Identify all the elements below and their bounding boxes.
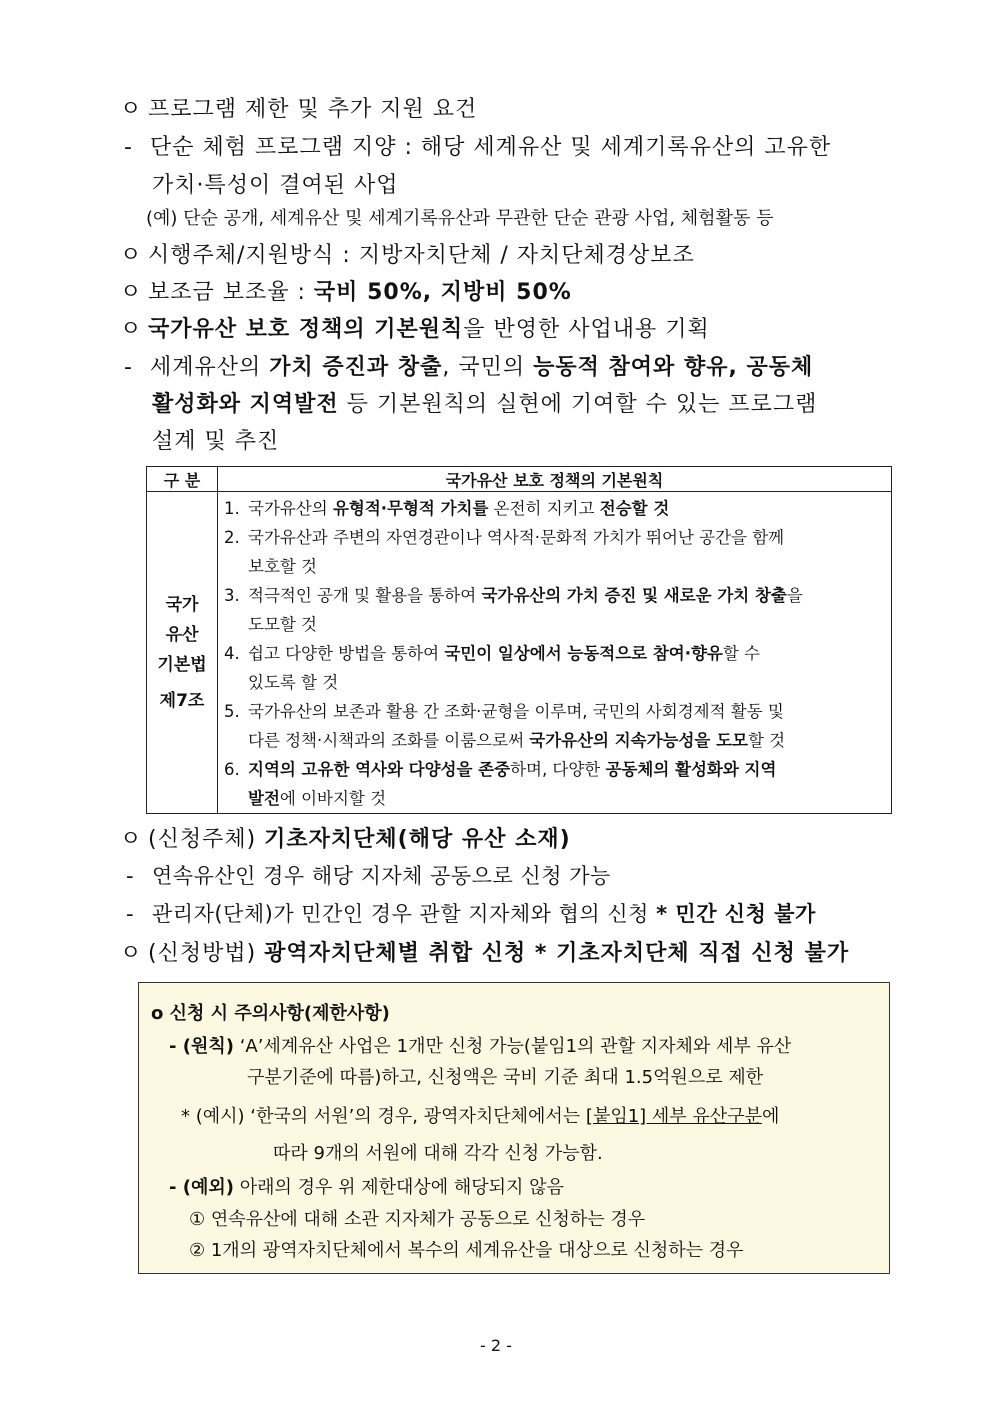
- notice-exception-1: ① 연속유산에 대해 소관 지자체가 공동으로 신청하는 경우: [189, 1209, 646, 1230]
- bullet-subsidy: ㅇ 보조금 보조율 : 국비 50%, 지방비 50%: [120, 280, 572, 305]
- bullet-policy: ㅇ 국가유산 보호 정책의 기본원칙을 반영한 사업내용 기획: [120, 317, 710, 342]
- page-number: - 2 -: [480, 1336, 512, 1355]
- item-manager: - 관리자(단체)가 민간인 경우 관할 지자체와 협의 신청 * 민간 신청 불가: [126, 902, 816, 926]
- principles-list: [218, 492, 892, 814]
- principles-table: [146, 466, 892, 814]
- notice-title: o 신청 시 주의사항(제한사항): [151, 1003, 390, 1024]
- table-header-principles: 국가유산 보호 정책의 기본원칙: [218, 467, 892, 492]
- bullet-operator: ㅇ 시행주체/지원방식 : 지방자치단체 / 자치단체경상보조: [120, 243, 695, 268]
- notice-example-cont: 따라 9개의 서원에 대해 각각 신청 가능함.: [273, 1143, 603, 1164]
- item-simple-experience: - 단순 체험 프로그램 지양 : 해당 세계유산 및 세계기록유산의 고유한: [124, 135, 832, 160]
- principle-item: 4. 쉽고 다양한 방법을 통하여 국민이 일상에서 능동적으로 참여·향유할 수 있도록 할 것: [224, 644, 760, 692]
- principle-item: 3. 적극적인 공개 및 활용을 통하여 국가유산의 가치 증진 및 새로운 가치 창출을 도모할 것: [224, 586, 803, 634]
- notice-exception: - (예외) 아래의 경우 위 제한대상에 해당되지 않음: [169, 1177, 564, 1198]
- notice-example: * (예시) ‘한국의 서원’의 경우, 광역자치단체에서는 [붙임1] 세부 유산구분에: [181, 1106, 780, 1127]
- principle-item: 6. 지역의 고유한 역사와 다양성을 존중하며, 다양한 공동체의 활성화와 지역 발전에 이바지할 것: [224, 760, 777, 808]
- item-simple-experience-cont: 가치·특성이 결여된 사업: [152, 173, 399, 198]
- item-continuous-heritage: - 연속유산인 경우 해당 지자체 공동으로 신청 가능: [126, 864, 611, 888]
- bullet-apply-method: ㅇ (신청방법) 광역자치단체별 취합 신청 * 기초자치단체 직접 신청 불가: [120, 941, 850, 966]
- bullet-program-limit: ㅇ 프로그램 제한 및 추가 지원 요건: [120, 97, 478, 122]
- principle-item: 2. 국가유산과 주변의 자연경관이나 역사적·문화적 가치가 뛰어난 공간을 함께 보호할 것: [224, 528, 785, 576]
- example-note: (예) 단순 공개, 세계유산 및 세계기록유산과 무관한 단순 관광 사업, 체험활동 등: [146, 208, 774, 229]
- notice-rule-cont: 구분기준에 따름)하고, 신청액은 국비 기준 최대 1.5억원으로 제한: [247, 1067, 764, 1088]
- principle-item: 5. 국가유산의 보존과 활용 간 조화·균형을 이루며, 국민의 사회경제적 활동 및 다른 정책·시책과의 조화를 이룸으로써 국가유산의 지속가능성을 도모할 것: [224, 702, 786, 750]
- notice-rule: - (원칙) ‘A’세계유산 사업은 1개만 신청 가능(붙임1의 관할 지자체와 세부 유산: [169, 1036, 792, 1057]
- notice-box: [138, 982, 890, 1274]
- item-heritage-value: - 세계유산의 가치 증진과 창출, 국민의 능동적 참여와 향유, 공동체: [124, 355, 814, 380]
- law-reference: 국가 유산 기본법 제7조: [147, 492, 218, 814]
- item-heritage-value-cont: 활성화와 지역발전 등 기본원칙의 실현에 기여할 수 있는 프로그램: [152, 392, 818, 417]
- bullet-apply-subject: ㅇ (신청주체) 기초자치단체(해당 유산 소재): [120, 827, 571, 852]
- item-heritage-value-cont2: 설계 및 추진: [152, 429, 280, 454]
- subsidy-value: 국비 50%, 지방비 50%: [313, 280, 572, 305]
- table-header-category: 구 분: [147, 467, 218, 492]
- principle-item: 1. 국가유산의 유형적·무형적 가치를 온전히 지키고 전승할 것: [224, 499, 670, 518]
- notice-exception-2: ② 1개의 광역자치단체에서 복수의 세계유산을 대상으로 신청하는 경우: [189, 1240, 744, 1261]
